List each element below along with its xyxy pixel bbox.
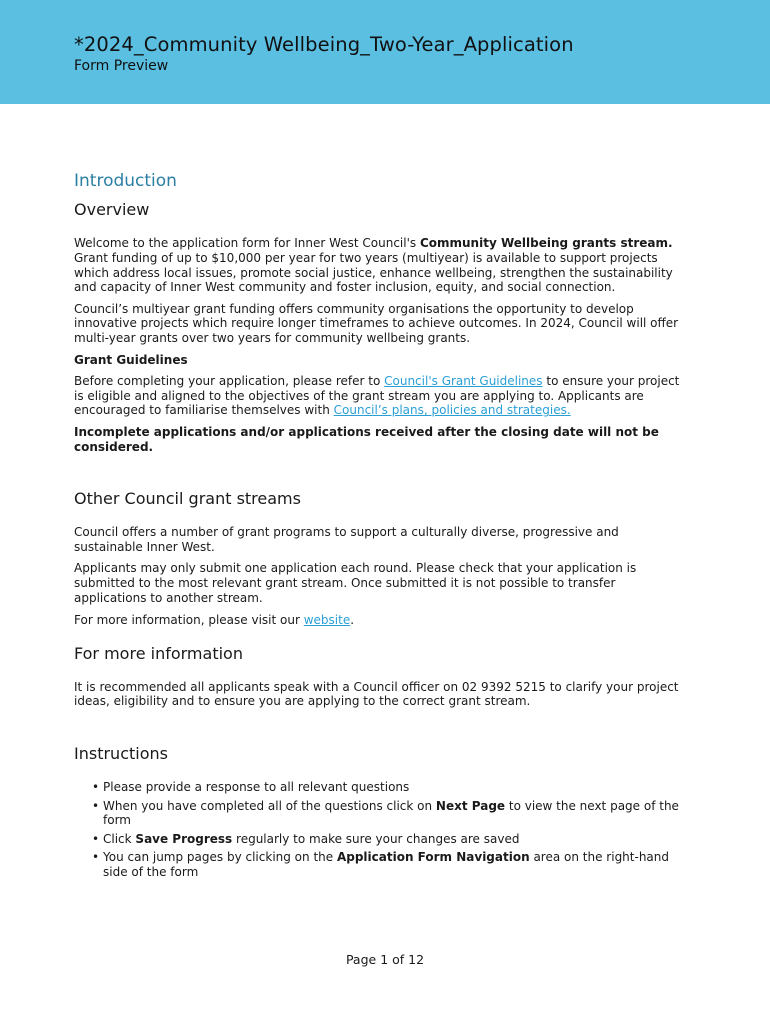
- instruction-3-text-b: regularly to make sure your changes are saved: [232, 831, 520, 846]
- instruction-item-4: [98, 850, 684, 880]
- grant-guidelines-heading: [74, 353, 684, 368]
- other-streams-p3-text-a: For more information, please visit our: [74, 612, 304, 627]
- form-title: *2024_Community Wellbeing_Two-Year_Application: [74, 33, 574, 56]
- header-banner: [0, 0, 770, 104]
- instruction-4-text-b: area on the right-hand side of the form: [103, 849, 670, 879]
- overview-heading: Overview: [74, 200, 150, 219]
- closing-date-warning: [74, 425, 684, 455]
- instruction-3-text-a: Click: [103, 831, 136, 846]
- instruction-item-2: [98, 799, 684, 829]
- closing-date-warning-text: Incomplete applications and/or applications received after the closing date will not be considered.: [74, 425, 659, 455]
- instructions-heading: Instructions: [74, 744, 168, 764]
- overview-paragraph-2: Council’s multiyear grant funding offers community organisations the opportunity to develop innovative projects which require longer timeframes to achieve outcomes. In 2024, Council will offer multi-year grants over two years for community wellbeing grants.: [74, 301, 679, 346]
- overview-p1-text-b: Grant funding of up to $10,000 per year for two years (multiyear) is available to support projects which address local issues, promote social justice, enhance wellbeing, strengthen the sustainability and capacity of Inner West community and foster inclusion, equity, and social connection.: [74, 250, 673, 295]
- main-content: [74, 170, 684, 883]
- instruction-item-3: [98, 832, 684, 847]
- other-streams-p3-text-b: .: [350, 612, 355, 627]
- more-info-heading: For more information: [74, 643, 243, 663]
- other-streams-paragraph-1: Council offers a number of grant programs to support a culturally diverse, progressive and sustainable Inner West.: [74, 524, 619, 554]
- overview-paragraph-1: [74, 236, 684, 295]
- guidelines-paragraph: [74, 374, 684, 418]
- instruction-2-text-b: to view the next page of the form: [103, 798, 679, 828]
- guidelines-text-b: to ensure your project is eligible and aligned to the objectives of the grant stream you are applying to. Applicants are encouraged to familiarise themselves with: [74, 373, 680, 418]
- instruction-item-1: • Please provide a response to all relevant questions: [98, 780, 684, 795]
- instruction-2-bold: Next Page: [435, 798, 506, 813]
- instruction-3-bold: Save Progress: [135, 831, 233, 846]
- instruction-4-bold: Application Form Navigation: [336, 849, 530, 864]
- website-link[interactable]: website: [303, 612, 351, 627]
- guidelines-text-a: Before completing your application, please refer to: [74, 373, 385, 388]
- more-info-paragraph: It is recommended all applicants speak with a Council officer on 02 9392 5215 to clarify your project ideas, eligibility and to ensure you are applying to the correct grant stream.: [74, 679, 679, 709]
- page-number: Page 1 of 12: [345, 952, 425, 967]
- overview-p1-text-a: Welcome to the application form for Inner West Council's: [74, 236, 420, 250]
- other-streams-paragraph-2: Applicants may only submit one application each round. Please check that your application is submitted to the most relevant grant stream. Once submitted it is not possible to transfer applications to another stream.: [74, 561, 637, 606]
- section-title-introduction: Introduction: [74, 171, 177, 191]
- instructions-list: [74, 780, 684, 879]
- plans-policies-link[interactable]: Council’s plans, policies and strategies.: [333, 403, 571, 418]
- grant-guidelines-heading-text: Grant Guidelines: [74, 352, 188, 367]
- overview-p1-bold: Community Wellbeing grants stream.: [419, 236, 673, 250]
- other-streams-heading: Other Council grant streams: [74, 488, 301, 508]
- instruction-2-text-a: When you have completed all of the questions click on: [103, 798, 436, 813]
- form-subtitle: Form Preview: [74, 58, 169, 74]
- grant-guidelines-link[interactable]: Council's Grant Guidelines: [384, 373, 543, 388]
- instruction-4-text-a: You can jump pages by clicking on the: [103, 849, 337, 864]
- other-streams-paragraph-3: [74, 613, 684, 628]
